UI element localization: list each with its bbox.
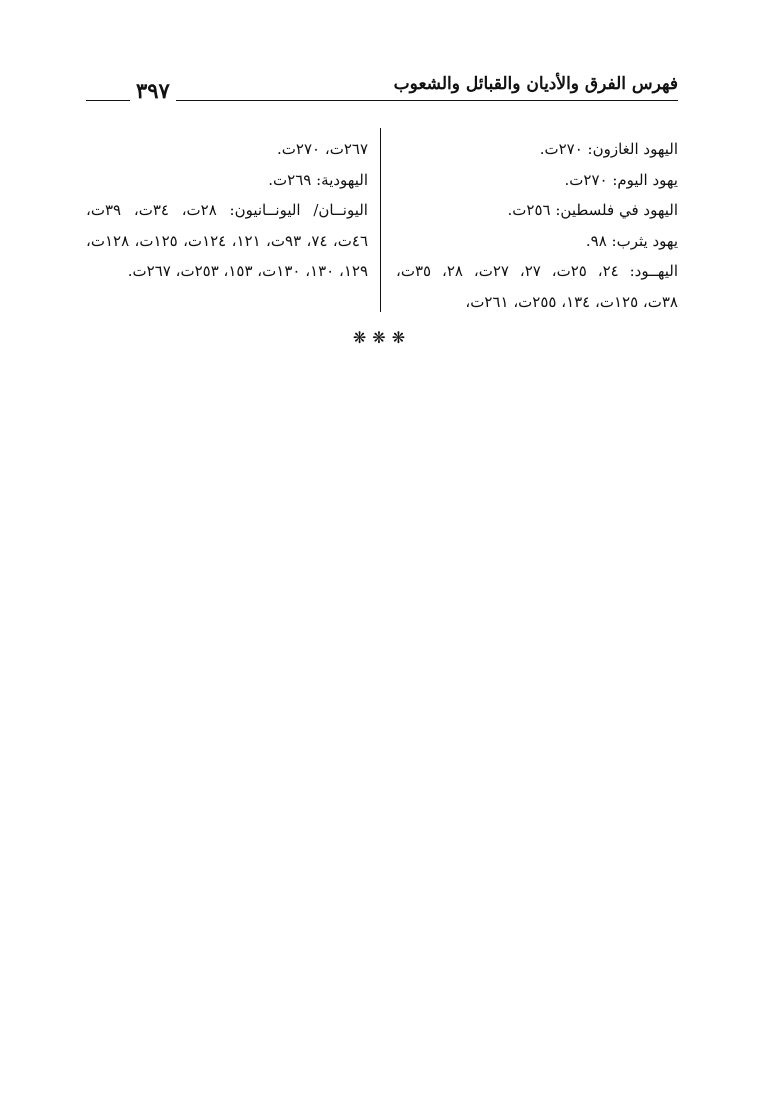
page-title: فهرس الفرق والأديان والقبائل والشعوب — [393, 74, 678, 94]
index-entry: اليهــود: ٢٤، ٢٥ت، ٢٧، ٢٧ت، ٢٨، ٣٥ت، ٣٨ت، ١٢٥ت، ١٣٤، ٢٥٥ت، ٢٦١ت، — [396, 262, 679, 311]
column-divider — [380, 128, 381, 312]
page-header — [86, 74, 678, 104]
left-column — [86, 134, 368, 287]
index-entry: اليهود في فلسطين: ٢٥٦ت. — [507, 201, 678, 219]
index-entry: ٢٦٧ت، ٢٧٠ت. — [277, 140, 368, 158]
index-entry: اليهود الغازون: ٢٧٠ت. — [539, 140, 678, 158]
index-entry: اليونــان/ اليونــانيون: ٢٨ت، ٣٤ت، ٣٩ت، ٤٦ت، ٧٤، ٩٣ت، ١٢١، ١٢٤ت، ١٢٥ت، ١٢٨ت، ١٢٩، ١٣٠، ١٣٠ت، ١٥٣، ٢٥٣ت، ٢٦٧ت. — [86, 201, 369, 280]
right-column — [396, 134, 678, 317]
index-columns — [86, 128, 678, 312]
page-number: ٣٩٧ — [130, 80, 176, 101]
section-end-ornament: ❋❋❋ — [352, 328, 412, 347]
index-entry: اليهودية: ٢٦٩ت. — [268, 170, 368, 189]
index-entry: يهود يثرب: ٩٨. — [585, 231, 678, 250]
index-entry: يهود اليوم: ٢٧٠ت. — [564, 170, 678, 189]
